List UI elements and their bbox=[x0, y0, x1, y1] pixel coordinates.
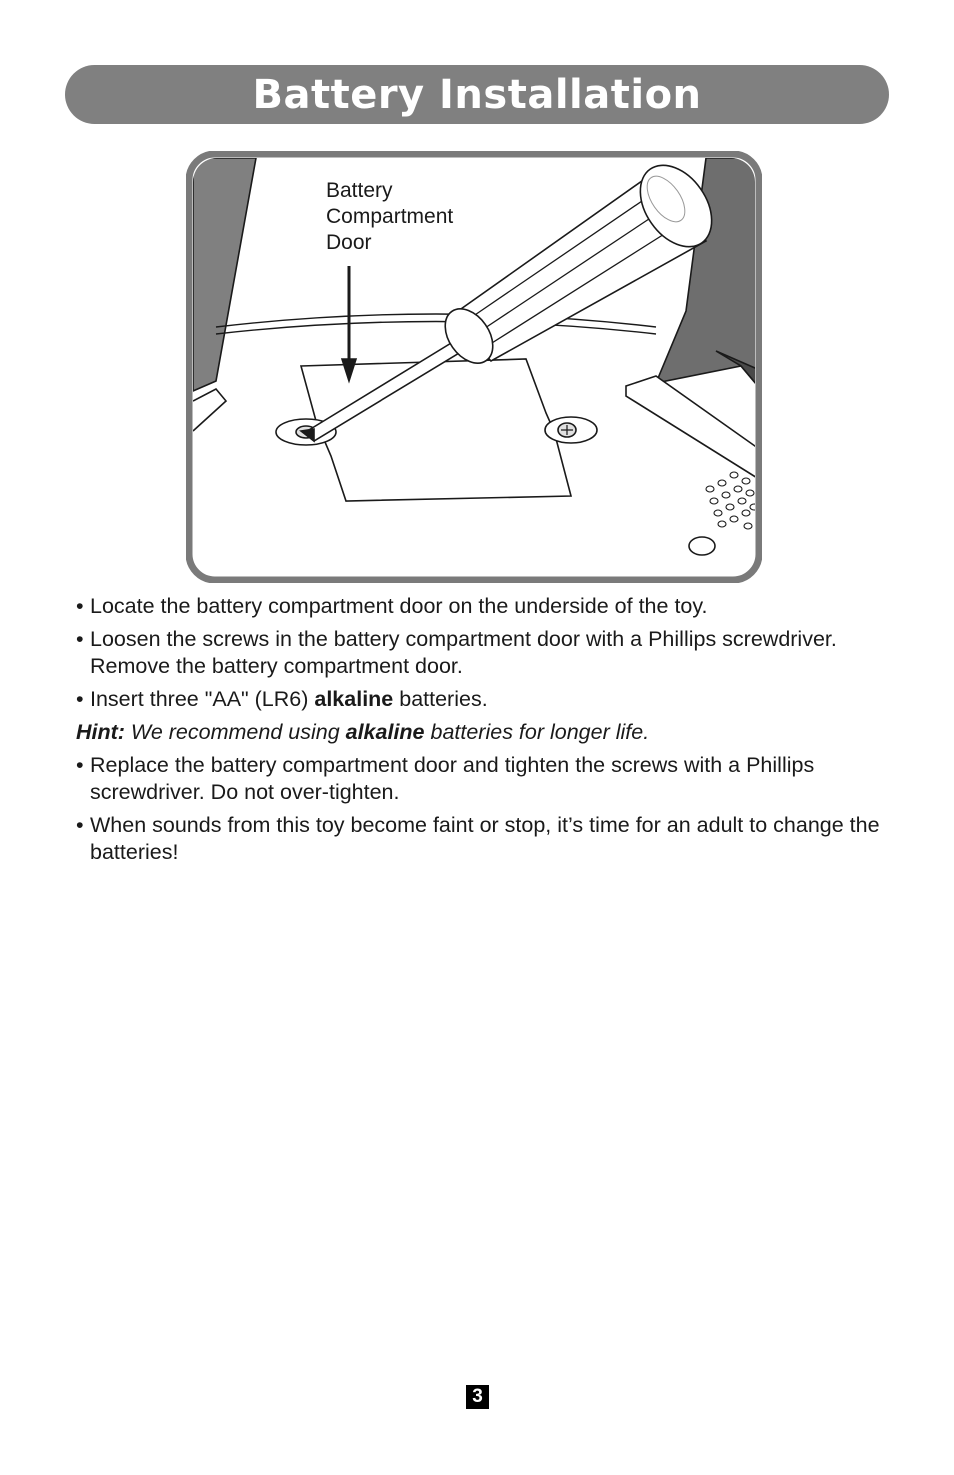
list-item bbox=[76, 626, 906, 680]
bullet: • bbox=[76, 753, 84, 777]
instruction-text: Locate the battery compartment door on the underside of the toy. bbox=[90, 594, 708, 618]
bullet: • bbox=[76, 813, 84, 837]
bullet: • bbox=[76, 627, 84, 651]
hint-label: Hint: bbox=[76, 720, 125, 744]
hint bbox=[76, 719, 906, 746]
list-item bbox=[76, 812, 906, 866]
bullet: • bbox=[76, 594, 84, 618]
list-item bbox=[76, 593, 906, 620]
instruction-text: Loosen the screws in the battery compartment door with a Phillips screwdriver. Remove the battery compartment door. bbox=[90, 627, 837, 678]
bullet: • bbox=[76, 687, 84, 711]
screwdriver-diagram bbox=[186, 151, 762, 583]
instruction-text: Insert three "AA" (LR6) bbox=[90, 687, 315, 711]
instruction-text: Replace the battery compartment door and tighten the screws with a Phillips screwdriver. Do not over-tighten. bbox=[90, 753, 815, 804]
list-item bbox=[76, 752, 906, 806]
instruction-text: batteries. bbox=[393, 687, 488, 711]
instructions-list bbox=[76, 593, 906, 872]
callout-label: Battery Compartment Door bbox=[326, 179, 454, 254]
hint-text: batteries for longer life. bbox=[424, 720, 650, 744]
page-title: Battery Installation bbox=[252, 71, 702, 118]
instruction-text: When sounds from this toy become faint or stop, it’s time for an adult to change the batteries! bbox=[90, 813, 880, 864]
page-number: 3 bbox=[466, 1385, 489, 1409]
hint-keyword: alkaline bbox=[345, 720, 425, 744]
hint-text: We recommend using bbox=[124, 720, 346, 744]
keyword-alkaline: alkaline bbox=[314, 687, 394, 711]
title-bar bbox=[65, 65, 889, 124]
battery-illustration bbox=[186, 151, 762, 583]
list-item bbox=[76, 686, 906, 713]
